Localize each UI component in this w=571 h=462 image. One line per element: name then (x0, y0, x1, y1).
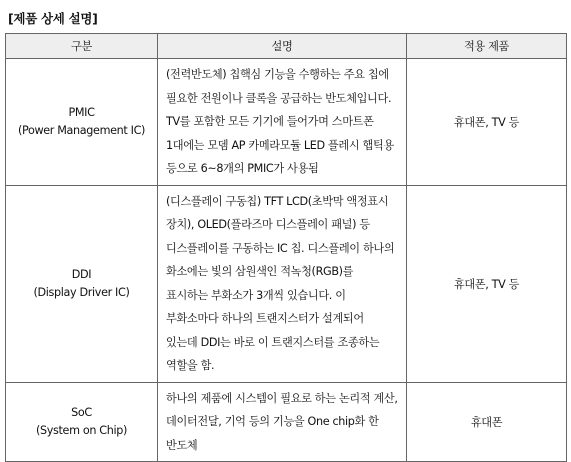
table-header-row (6, 34, 567, 59)
table-row-ddi (6, 185, 567, 382)
category-name: SoC (71, 405, 92, 419)
applied-products-cell: 휴대폰, TV 등 (407, 185, 567, 382)
description-cell: (디스플레이 구동칩) TFT LCD(초박막 액정표시 장치), OLED(플라즈마 디스플레이 패널) 등 디스플레이를 구동하는 IC 칩. 디스플레이 하나의 화소에는 빛의 삼원색인 적녹청(RGB)를 표시하는 부화소가 3개씩 있습니다. 이 부화소마다 하나의 트랜지스터가 설계되어 있는데 DDI는 바로 이 트랜지스터를 조종하는 역할을 함. (158, 185, 407, 382)
column-header-applied-products: 적용 제품 (407, 34, 567, 59)
category-name: DDI (71, 267, 92, 281)
applied-products-cell: 휴대폰 (407, 382, 567, 462)
category-name: PMIC (68, 105, 95, 119)
applied-products-cell: 휴대폰, TV 등 (407, 59, 567, 186)
product-detail-table (5, 33, 567, 462)
table-row-pmic (6, 59, 567, 186)
section-heading: [제품 상세 설명] (8, 11, 98, 26)
category-full-name: (Power Management IC) (17, 123, 146, 137)
description-cell: 하나의 제품에 시스템이 필요로 하는 논리적 계산, 데이터전달, 기억 등의 기능을 One chip화 한 반도체 (158, 382, 407, 462)
category-cell (6, 382, 158, 462)
table-row-soc (6, 382, 567, 462)
description-cell: (전력반도체) 칩핵심 기능을 수행하는 주요 칩에 필요한 전원이나 클록을 공급하는 반도체입니다. TV를 포함한 모든 기기에 들어가며 스마트폰 1대에는 모뎀 AP 카메라모듈 LED 플레시 햅틱용 등으로 6~8개의 PMIC가 사용됨 (158, 59, 407, 186)
column-header-category: 구분 (6, 34, 158, 59)
column-header-description: 설명 (158, 34, 407, 59)
category-full-name: (Display Driver IC) (33, 285, 130, 299)
category-cell (6, 59, 158, 186)
category-cell (6, 185, 158, 382)
category-full-name: (System on Chip) (35, 423, 127, 437)
